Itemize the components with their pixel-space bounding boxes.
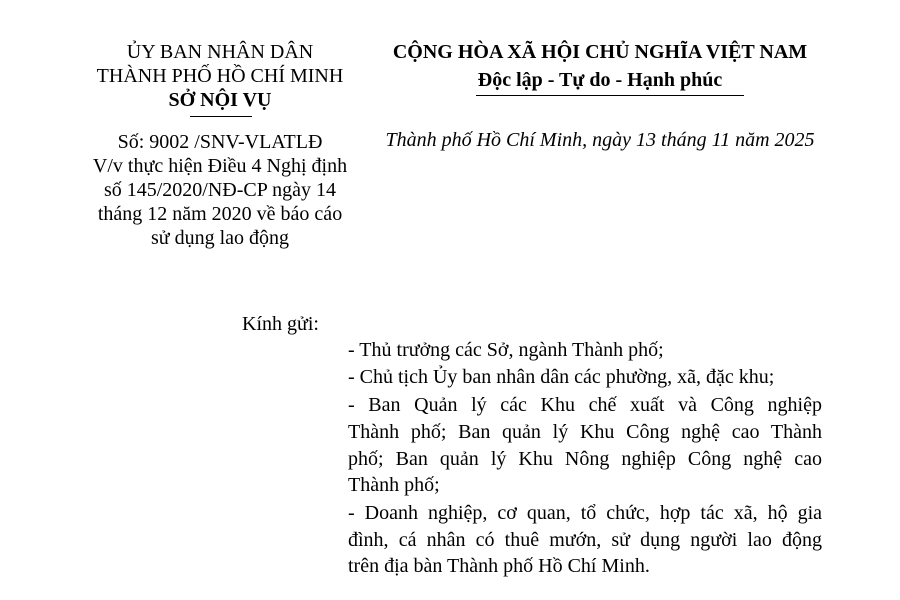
recipient-line-7: - Doanh nghiệp, cơ quan, tổ chức, hợp tác xã, hộ gia <box>348 502 822 524</box>
subject-line-2: số 145/2020/NĐ-CP ngày 14 <box>103 179 337 201</box>
recipient-line-6: Thành phố; <box>348 474 440 496</box>
recipients-label: Kính gửi: <box>242 313 319 335</box>
recipient-line-1: - Thủ trưởng các Sở, ngành Thành phố; <box>348 339 664 361</box>
recipient-line-9: trên địa bàn Thành phố Hồ Chí Minh. <box>348 555 650 577</box>
nation-title: CỘNG HÒA XÃ HỘI CHỦ NGHĨA VIỆT NAM <box>392 41 808 63</box>
recipient-line-4: Thành phố; Ban quản lý Khu Công nghệ cao Thành <box>348 421 822 443</box>
subject-line-3: tháng 12 năm 2020 về báo cáo <box>97 203 343 225</box>
agency-line-1: ỦY BAN NHÂN DÂN <box>126 41 314 63</box>
recipient-line-8: đình, cá nhân có thuê mướn, sử dụng người lao động <box>348 529 822 551</box>
agency-line-2: THÀNH PHỐ HỒ CHÍ MINH <box>96 65 344 87</box>
recipient-line-2: - Chủ tịch Ủy ban nhân dân các phường, xã, đặc khu; <box>348 366 775 388</box>
subject-line-4: sử dụng lao động <box>150 227 290 249</box>
document-number: Số: 9002 /SNV-VLATLĐ <box>117 131 323 153</box>
place-and-date: Thành phố Hồ Chí Minh, ngày 13 tháng 11 năm 2025 <box>385 129 815 151</box>
motto-underline <box>476 95 744 96</box>
national-motto: Độc lập - Tự do - Hạnh phúc <box>477 69 723 91</box>
recipient-line-5: phố; Ban quản lý Khu Nông nghiệp Công nghệ cao <box>348 448 822 470</box>
agency-line-3: SỞ NỘI VỤ <box>168 89 272 111</box>
agency-underline <box>190 116 252 117</box>
recipient-line-3: - Ban Quản lý các Khu chế xuất và Công nghiệp <box>348 394 822 416</box>
subject-line-1: V/v thực hiện Điều 4 Nghị định <box>92 155 348 177</box>
